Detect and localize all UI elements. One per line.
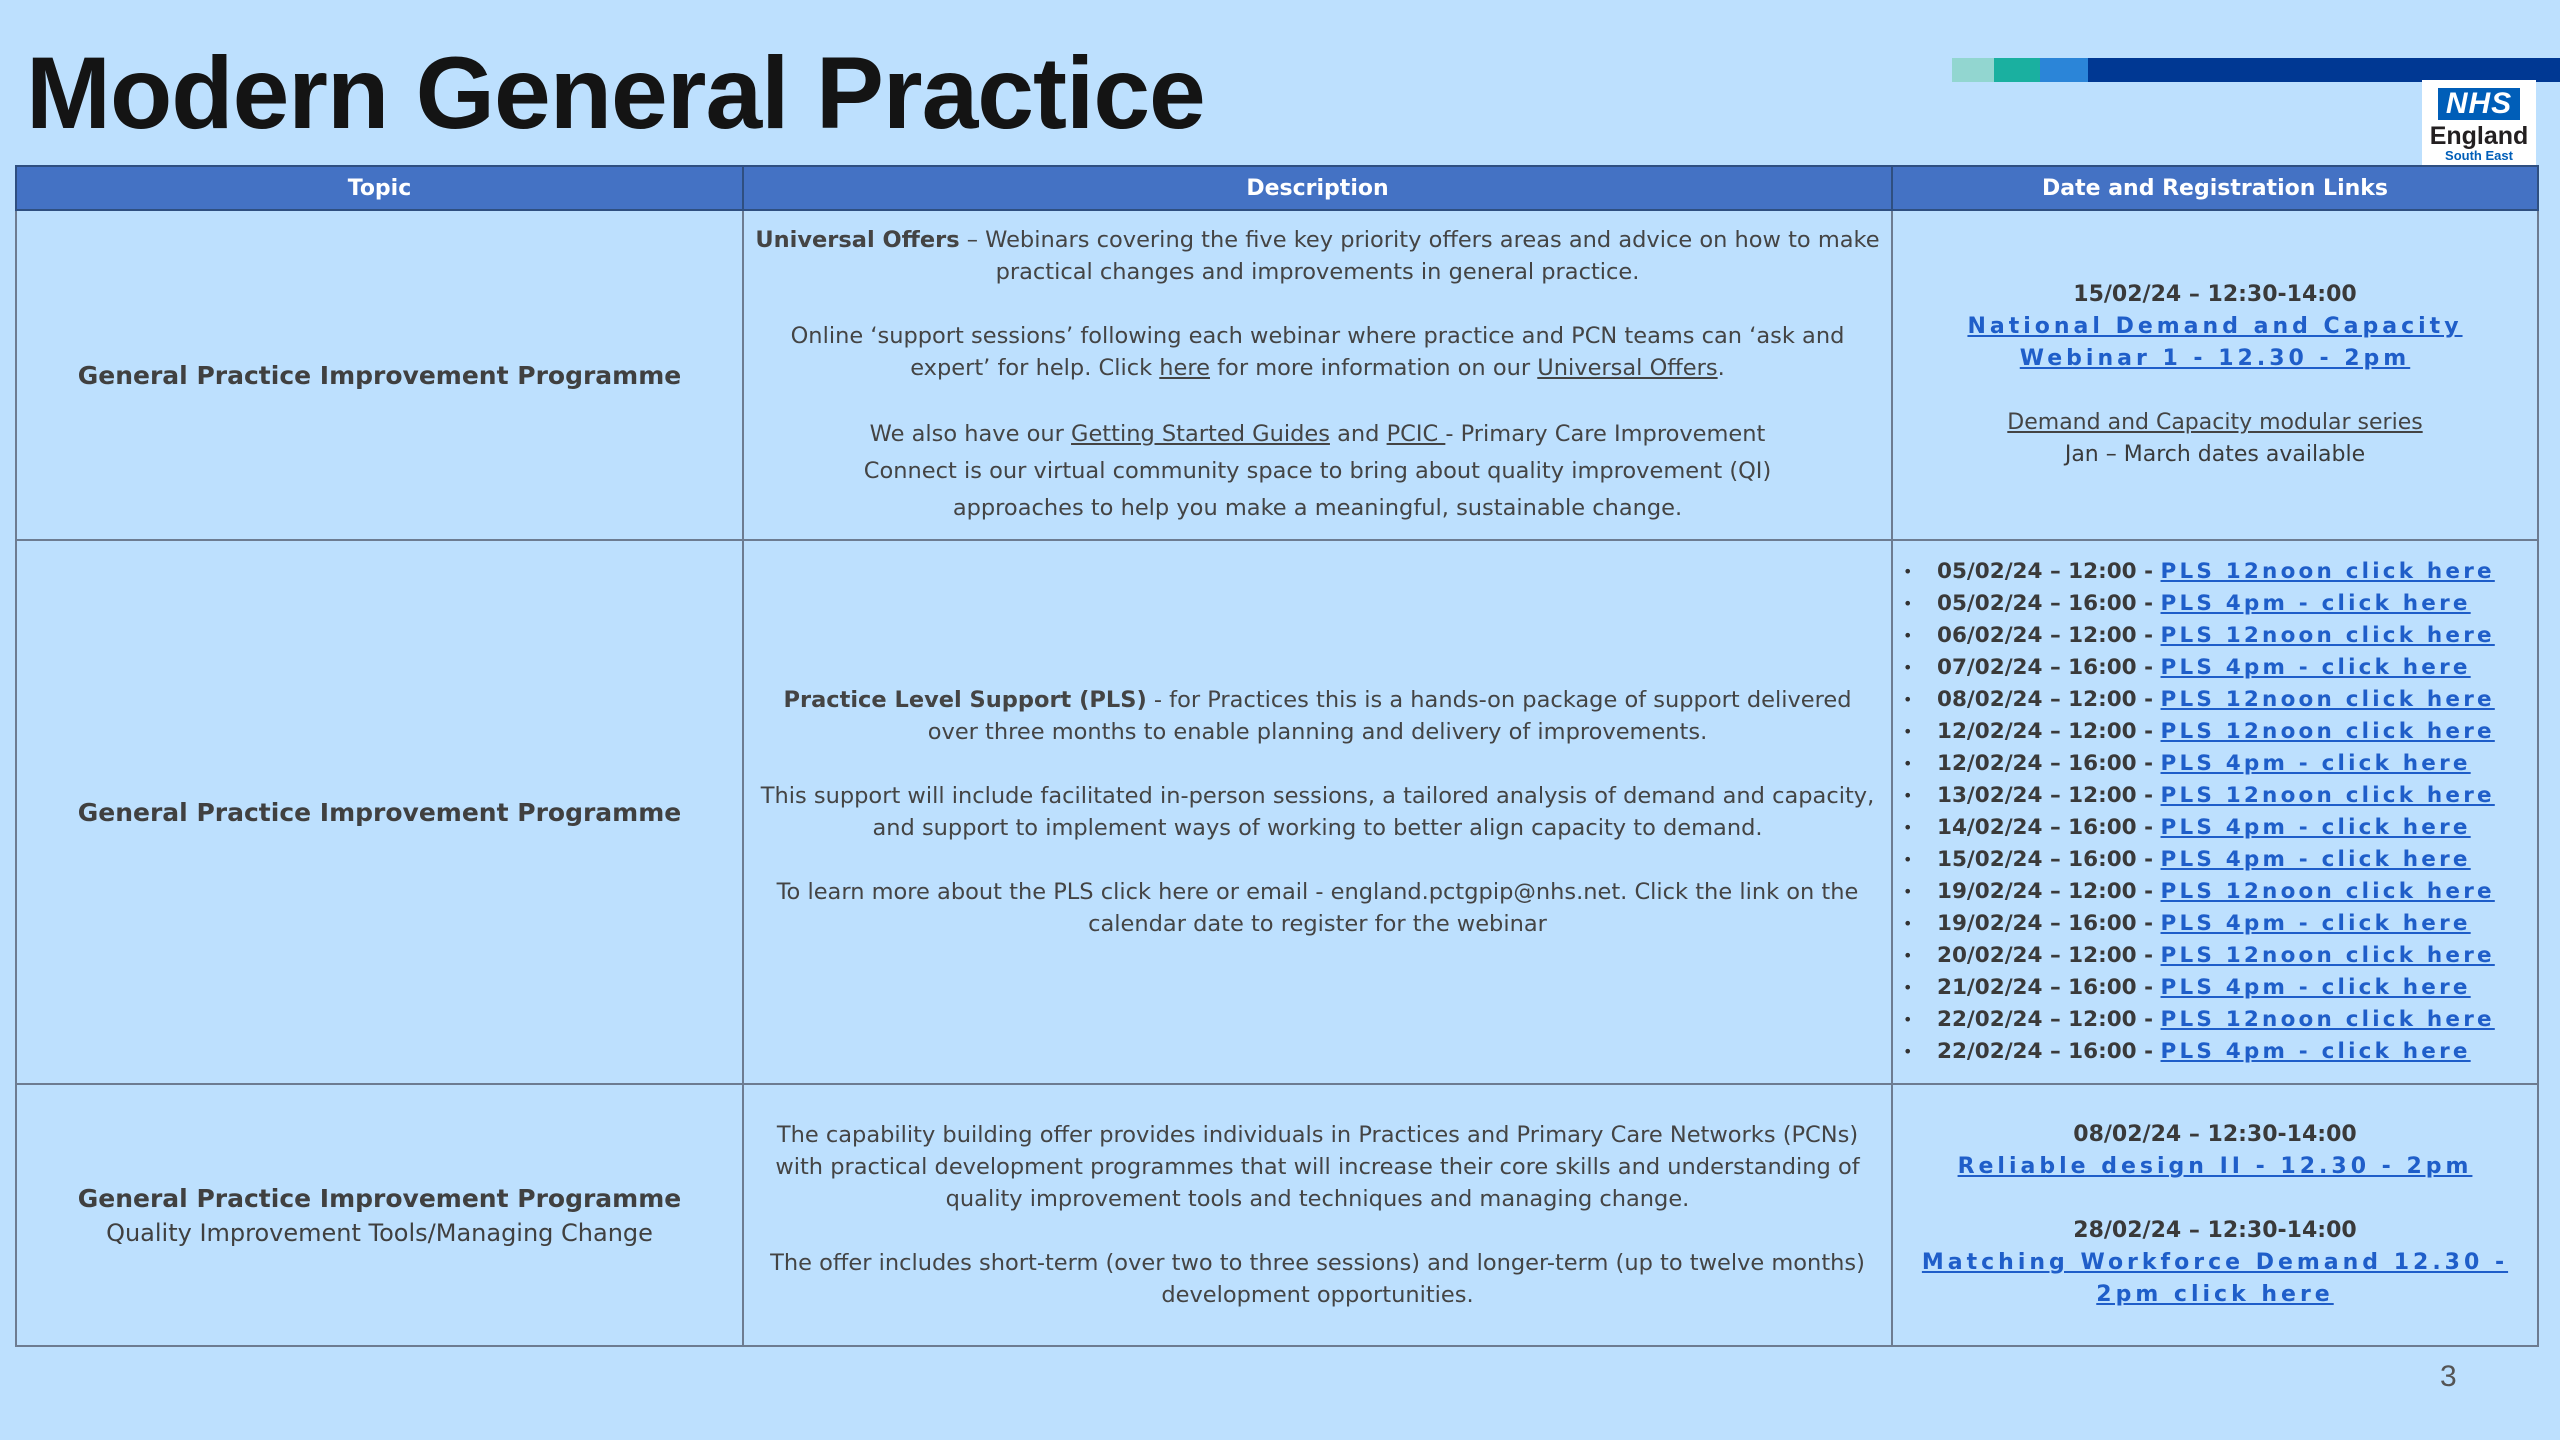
pls-register-link[interactable]: PLS 12noon click here [2160, 623, 2495, 648]
session-date: 22/02/24 – 12:00 - [1937, 1007, 2161, 1032]
session-date: 12/02/24 – 12:00 - [1937, 719, 2161, 744]
pls-register-link[interactable]: PLS 12noon click here [2160, 783, 2495, 808]
modular-series-link[interactable]: Demand and Capacity modular series [2007, 410, 2423, 435]
strip-segment [1994, 58, 2040, 82]
pls-session-item [1903, 780, 2531, 812]
description-cell [743, 210, 1892, 540]
pls-session-item [1903, 1004, 2531, 1036]
session-date: 15/02/24 – 16:00 - [1937, 847, 2161, 872]
national-demand-capacity-webinar-link[interactable]: National Demand and Capacity Webinar 1 - 12.30 - 2pm [1967, 314, 2463, 371]
description-text: To learn more about the PLS click here or email - england.pctgpip@nhs.net. Click the link on the calendar date to register for the webinar [776, 879, 1859, 937]
strip-segment [2040, 58, 2088, 82]
pls-session-item [1903, 588, 2531, 620]
topic-subtitle: Quality Improvement Tools/Managing Change [106, 1218, 653, 1247]
pls-register-link[interactable]: PLS 4pm - click here [2160, 1039, 2471, 1064]
pls-register-link[interactable]: PLS 4pm - click here [2160, 911, 2471, 936]
offer-name: Universal Offers [755, 226, 960, 253]
session-date: 20/02/24 – 12:00 - [1937, 943, 2161, 968]
description-text: Online ‘support sessions’ following each webinar where practice and PCN teams can ‘ask and expert’ for help. Click [790, 322, 1845, 381]
topic-cell [16, 1084, 743, 1346]
pls-register-link[interactable]: PLS 4pm - click here [2160, 847, 2471, 872]
description-text: We also have our [869, 420, 1072, 447]
session-date: 14/02/24 – 16:00 - [1937, 815, 2161, 840]
session-date: 05/02/24 – 12:00 - [1937, 559, 2161, 584]
session-date: 22/02/24 – 16:00 - [1937, 1039, 2161, 1064]
description-paragraph [750, 1119, 1885, 1215]
topic-label: General Practice Improvement Programme [77, 360, 682, 390]
session-date: 12/02/24 – 16:00 - [1937, 751, 2161, 776]
session-date: 07/02/24 – 16:00 - [1937, 655, 2161, 680]
session-date: 19/02/24 – 16:00 - [1937, 911, 2161, 936]
header-dates: Date and Registration Links [1892, 166, 2538, 210]
description-cell [743, 1084, 1892, 1346]
slide-title: Modern General Practice [26, 36, 1205, 150]
table-row [16, 1084, 2538, 1346]
pls-register-link[interactable]: PLS 12noon click here [2160, 559, 2495, 584]
description-text: - for Practices this is a hands-on package of support delivered over three months to enable planning and delivery of improvements. [927, 687, 1852, 745]
pls-register-link[interactable]: PLS 4pm - click here [2160, 591, 2471, 616]
strip-segment [2088, 58, 2560, 82]
description-text: and [1329, 420, 1387, 447]
dates-cell [1892, 1084, 2538, 1346]
description-paragraph [750, 320, 1885, 384]
pls-session-item [1903, 684, 2531, 716]
description-paragraph [750, 416, 1885, 527]
table-row [16, 540, 2538, 1084]
session-date: 08/02/24 – 12:00 - [1937, 687, 2161, 712]
session-date: 06/02/24 – 12:00 - [1937, 623, 2161, 648]
pls-session-item [1903, 812, 2531, 844]
nhs-logo-mark: NHS [2438, 88, 2520, 120]
session-date: 21/02/24 – 16:00 - [1937, 975, 2161, 1000]
pls-register-link[interactable]: PLS 4pm - click here [2160, 975, 2471, 1000]
pls-register-link[interactable]: PLS 12noon click here [2160, 1007, 2495, 1032]
nhs-logo-region: South East [2445, 148, 2513, 163]
pcic-link[interactable]: PCIC [1386, 420, 1446, 447]
description-paragraph [750, 1247, 1885, 1311]
brand-color-strip [1952, 58, 2560, 82]
nhs-england-logo [2422, 80, 2536, 166]
header-topic: Topic [16, 166, 743, 210]
table-row [16, 210, 2538, 540]
pls-session-list [1899, 556, 2531, 1068]
webinar-date: 28/02/24 – 12:30-14:00 [2073, 1218, 2357, 1243]
dates-cell [1892, 210, 2538, 540]
pls-session-item [1903, 908, 2531, 940]
session-date: 19/02/24 – 12:00 - [1937, 879, 2161, 904]
topic-label: General Practice Improvement Programme [77, 797, 682, 827]
universal-offers-link[interactable]: Universal Offers [1537, 354, 1718, 381]
table-header-row [16, 166, 2538, 210]
description-text: The capability building offer provides individuals in Practices and Primary Care Networks (PCNs) with practical development programmes that will increase their core skills and understanding of quality improvement tools and techniques and managing change. [775, 1122, 1860, 1212]
webinar-date: 15/02/24 – 12:30-14:00 [2073, 282, 2357, 307]
pls-register-link[interactable]: PLS 12noon click here [2160, 687, 2495, 712]
pls-session-item [1903, 940, 2531, 972]
nhs-logo-england: England [2429, 122, 2529, 150]
description-text: . [1717, 354, 1725, 381]
description-text: – Webinars covering the five key priority offers areas and advice on how to make practical changes and improvements in general practice. [959, 226, 1880, 285]
pls-register-link[interactable]: PLS 12noon click here [2160, 879, 2495, 904]
pls-session-item [1903, 716, 2531, 748]
pls-register-link[interactable]: PLS 4pm - click here [2160, 655, 2471, 680]
description-text: This support will include facilitated in-person sessions, a tailored analysis of demand and capacity, and support to implement ways of working to better align capacity to demand. [760, 783, 1875, 841]
topic-cell [16, 540, 743, 1084]
pls-register-link[interactable]: PLS 4pm - click here [2160, 815, 2471, 840]
topic-label: General Practice Improvement Programme [77, 1183, 682, 1213]
matching-workforce-demand-link[interactable]: Matching Workforce Demand 12.30 - 2pm click here [1921, 1250, 2509, 1307]
description-paragraph [750, 876, 1885, 940]
pls-session-item [1903, 972, 2531, 1004]
description-paragraph [750, 780, 1885, 844]
getting-started-guides-link[interactable]: Getting Started Guides [1071, 420, 1330, 447]
reliable-design-link[interactable]: Reliable design II - 12.30 - 2pm [1957, 1154, 2473, 1179]
page-number: 3 [2440, 1360, 2457, 1393]
pls-register-link[interactable]: PLS 4pm - click here [2160, 751, 2471, 776]
description-text: for more information on our [1209, 354, 1538, 381]
description-text: The offer includes short-term (over two to three sessions) and longer-term (up to twelve months) development opportunities. [770, 1250, 1865, 1308]
programme-table [15, 165, 2539, 1347]
pls-session-item [1903, 876, 2531, 908]
pls-session-item [1903, 1036, 2531, 1068]
dates-cell [1892, 540, 2538, 1084]
description-paragraph [750, 224, 1885, 288]
pls-session-item [1903, 748, 2531, 780]
session-date: 13/02/24 – 12:00 - [1937, 783, 2161, 808]
pls-session-item [1903, 652, 2531, 684]
pls-register-link[interactable]: PLS 12noon click here [2160, 719, 2495, 744]
session-date: 05/02/24 – 16:00 - [1937, 591, 2161, 616]
description-cell [743, 540, 1892, 1084]
pls-session-item [1903, 844, 2531, 876]
header-description: Description [743, 166, 1892, 210]
topic-cell [16, 210, 743, 540]
pls-session-item [1903, 620, 2531, 652]
pls-register-link[interactable]: PLS 12noon click here [2160, 943, 2495, 968]
strip-segment [1952, 58, 1994, 82]
here-link[interactable]: here [1159, 354, 1210, 381]
description-paragraph [750, 684, 1885, 748]
description-text: - Primary Care Improvement Connect is our virtual community space to bring about quality improvement (QI) approaches to help you make a meaningful, sustainable change. [863, 420, 1772, 521]
pls-session-item [1903, 556, 2531, 588]
webinar-date: 08/02/24 – 12:30-14:00 [2073, 1122, 2357, 1147]
series-note: Jan – March dates available [2064, 442, 2366, 467]
offer-name: Practice Level Support (PLS) [783, 687, 1147, 713]
